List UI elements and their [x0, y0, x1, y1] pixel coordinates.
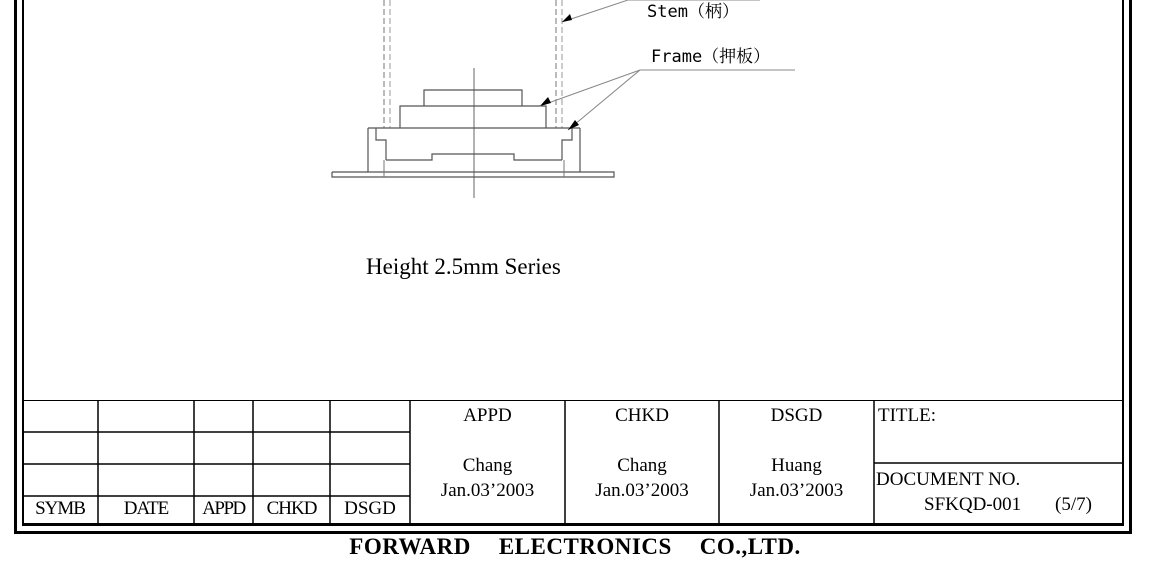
approval-date-appd: Jan.03’2003: [440, 480, 535, 501]
revision-header-chkd: CHKD: [266, 498, 317, 519]
approval-role-appd: APPD: [463, 405, 512, 426]
approval-name-chkd: Chang: [617, 455, 667, 476]
revision-header-dsgd: DSGD: [344, 498, 396, 519]
title-block: [22, 400, 1124, 524]
approval-name-dsgd: Huang: [771, 455, 822, 476]
company-name-word: ELECTRONICS: [498, 534, 672, 559]
approval-role-dsgd: DSGD: [770, 405, 823, 426]
approval-date-dsgd: Jan.03’2003: [749, 480, 844, 501]
revision-header-date: DATE: [123, 498, 169, 519]
approval-role-chkd: CHKD: [615, 405, 669, 426]
revision-header-appd: APPD: [202, 498, 245, 519]
company-name-word: FORWARD: [349, 534, 471, 559]
approval-name-appd: Chang: [462, 455, 513, 476]
drawing-caption: Height 2.5mm Series: [366, 254, 561, 279]
stem-callout-label: Stem（柄）: [647, 2, 739, 22]
revision-header-symb: SYMB: [35, 498, 85, 519]
company-name: [0, 534, 1150, 560]
frame-callout-label: Frame（押板）: [651, 47, 771, 67]
document-number: SFKQD-001: [924, 494, 1022, 515]
document-number-label: DOCUMENT NO.: [876, 469, 1021, 490]
page-indicator: (5/7): [1055, 494, 1092, 515]
company-name-word: CO.,LTD.: [699, 534, 801, 559]
title-label: TITLE:: [878, 405, 937, 426]
approval-date-chkd: Jan.03’2003: [595, 480, 689, 501]
